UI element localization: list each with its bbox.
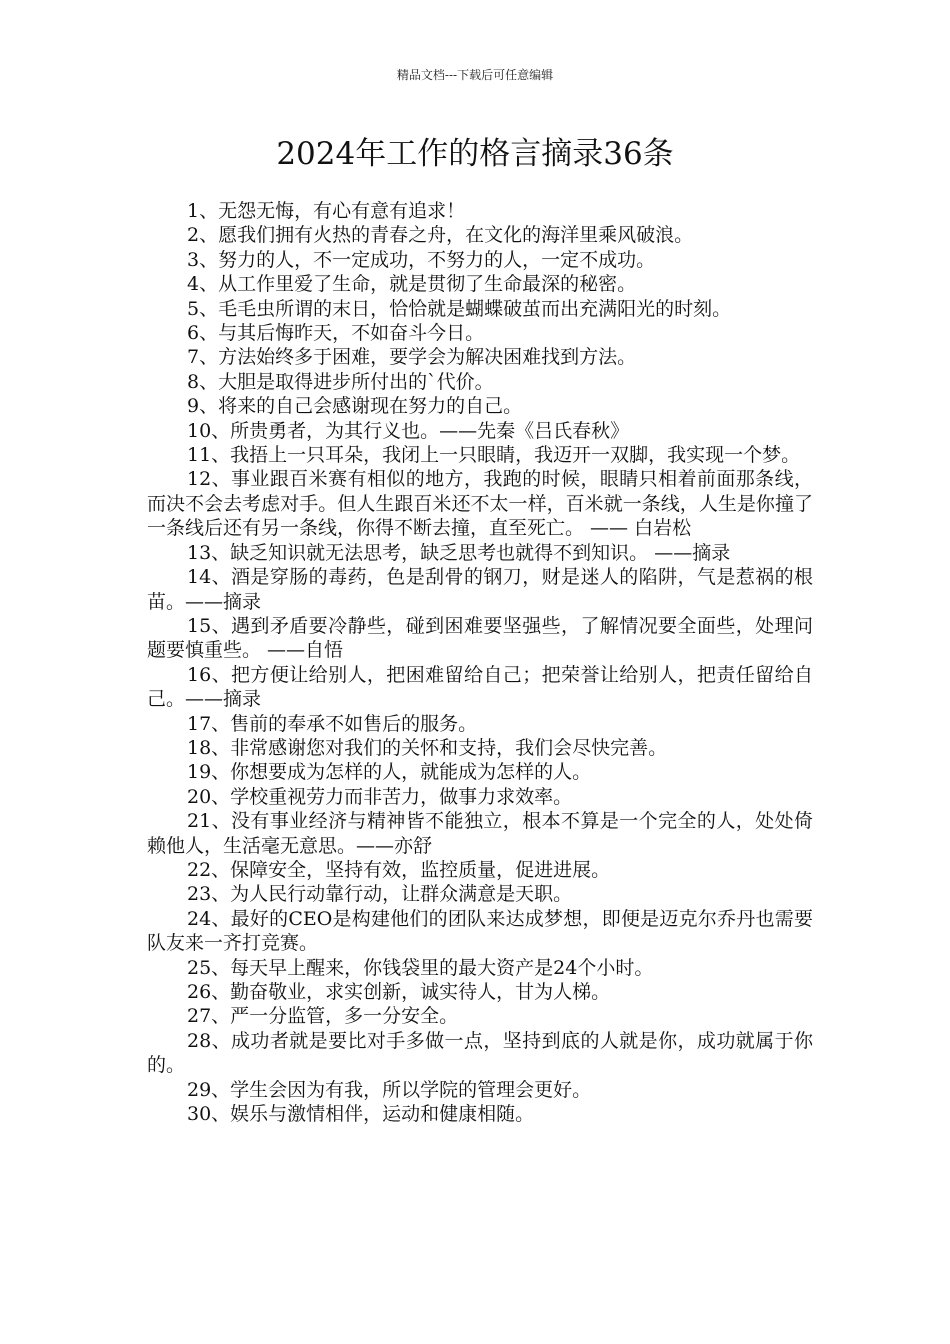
quote-item: 4、从工作里爱了生命，就是贯彻了生命最深的秘密。 <box>187 273 637 296</box>
quote-item: 12、事业跟百米赛有相似的地方，我跑的时候，眼睛只相着前面那条线，而决不会去考虑对手。但人生跟百米还不太一样，百米就一条线，人生是你撞了一条线后还有另一条线，你得不断去撞，直至死亡。 —— 白岩松 <box>147 468 813 540</box>
quote-item: 15、遇到矛盾要冷静些，碰到困难要坚强些，了解情况要全面些，处理问题要慎重些。 ——自悟 <box>147 614 813 662</box>
quote-item: 28、成功者就是要比对手多做一点，坚持到底的人就是你，成功就属于你的。 <box>147 1029 813 1077</box>
quote-item: 22、保障安全，坚持有效，监控质量，促进进展。 <box>187 858 611 881</box>
quote-item: 25、每天早上醒来，你钱袋里的最大资产是24个小时。 <box>187 956 654 979</box>
quote-item: 10、所贵勇者，为其行义也。——先秦《吕氏春秋》 <box>187 419 630 442</box>
quote-item: 19、你想要成为怎样的人，就能成为怎样的人。 <box>187 761 592 784</box>
quote-item: 26、勤奋敬业，求实创新，诚实待人，甘为人梯。 <box>187 981 611 1003</box>
quote-item: 27、严一分监管，多一分安全。 <box>187 1005 459 1028</box>
document-title: 2024年工作的格言摘录36条 <box>276 136 674 172</box>
quote-item: 29、学生会因为有我，所以学院的管理会更好。 <box>187 1078 592 1101</box>
quote-item: 3、努力的人，不一定成功，不努力的人，一定不成功。 <box>187 248 656 271</box>
quote-item: 13、缺乏知识就无法思考，缺乏思考也就得不到知识。 ——摘录 <box>187 541 731 564</box>
quote-item: 6、与其后悔昨天，不如奋斗今日。 <box>187 322 485 345</box>
quote-item: 18、非常感谢您对我们的关怀和支持，我们会尽快完善。 <box>187 736 668 759</box>
quote-item: 7、方法始终多于困难，要学会为解决困难找到方法。 <box>187 346 637 369</box>
quote-item: 23、为人民行动靠行动，让群众满意是天职。 <box>187 883 573 906</box>
quote-item: 21、没有事业经济与精神皆不能独立，根本不算是一个完全的人，处处倚赖他人，生活毫无意思。——亦舒 <box>147 810 813 857</box>
header-note: 精品文档---下载后可任意编辑 <box>396 68 554 82</box>
quote-item: 20、学校重视劳力而非苦力，做事力求效率。 <box>187 785 573 808</box>
quote-item: 1、无怨无悔，有心有意有追求！ <box>187 200 466 222</box>
quote-item: 17、售前的奉承不如售后的服务。 <box>187 712 478 735</box>
quote-item: 14、酒是穿肠的毒药，色是刮骨的钢刀，财是迷人的陷阱，气是惹祸的根苗。——摘录 <box>147 566 813 613</box>
quote-item: 9、将来的自己会感谢现在努力的自己。 <box>187 395 523 418</box>
quote-item: 2、愿我们拥有火热的青春之舟，在文化的海洋里乘风破浪。 <box>187 224 694 247</box>
quote-item: 8、大胆是取得进步所付出的`代价。 <box>187 370 494 393</box>
quote-item: 16、把方便让给别人，把困难留给自己；把荣誉让给别人，把责任留给自己。——摘录 <box>147 663 813 711</box>
quote-item: 11、我捂上一只耳朵，我闭上一只眼睛，我迈开一双脚，我实现一个梦。 <box>187 444 801 467</box>
quote-list <box>147 199 813 1126</box>
quote-item: 5、毛毛虫所谓的末日，恰恰就是蝴蝶破茧而出充满阳光的时刻。 <box>187 297 732 320</box>
quote-item: 24、最好的CEO是构建他们的团队来达成梦想，即便是迈克尔乔丹也需要队友来一齐打竞赛。 <box>147 907 813 955</box>
quote-item: 30、娱乐与激情相伴，运动和健康相随。 <box>187 1103 535 1126</box>
